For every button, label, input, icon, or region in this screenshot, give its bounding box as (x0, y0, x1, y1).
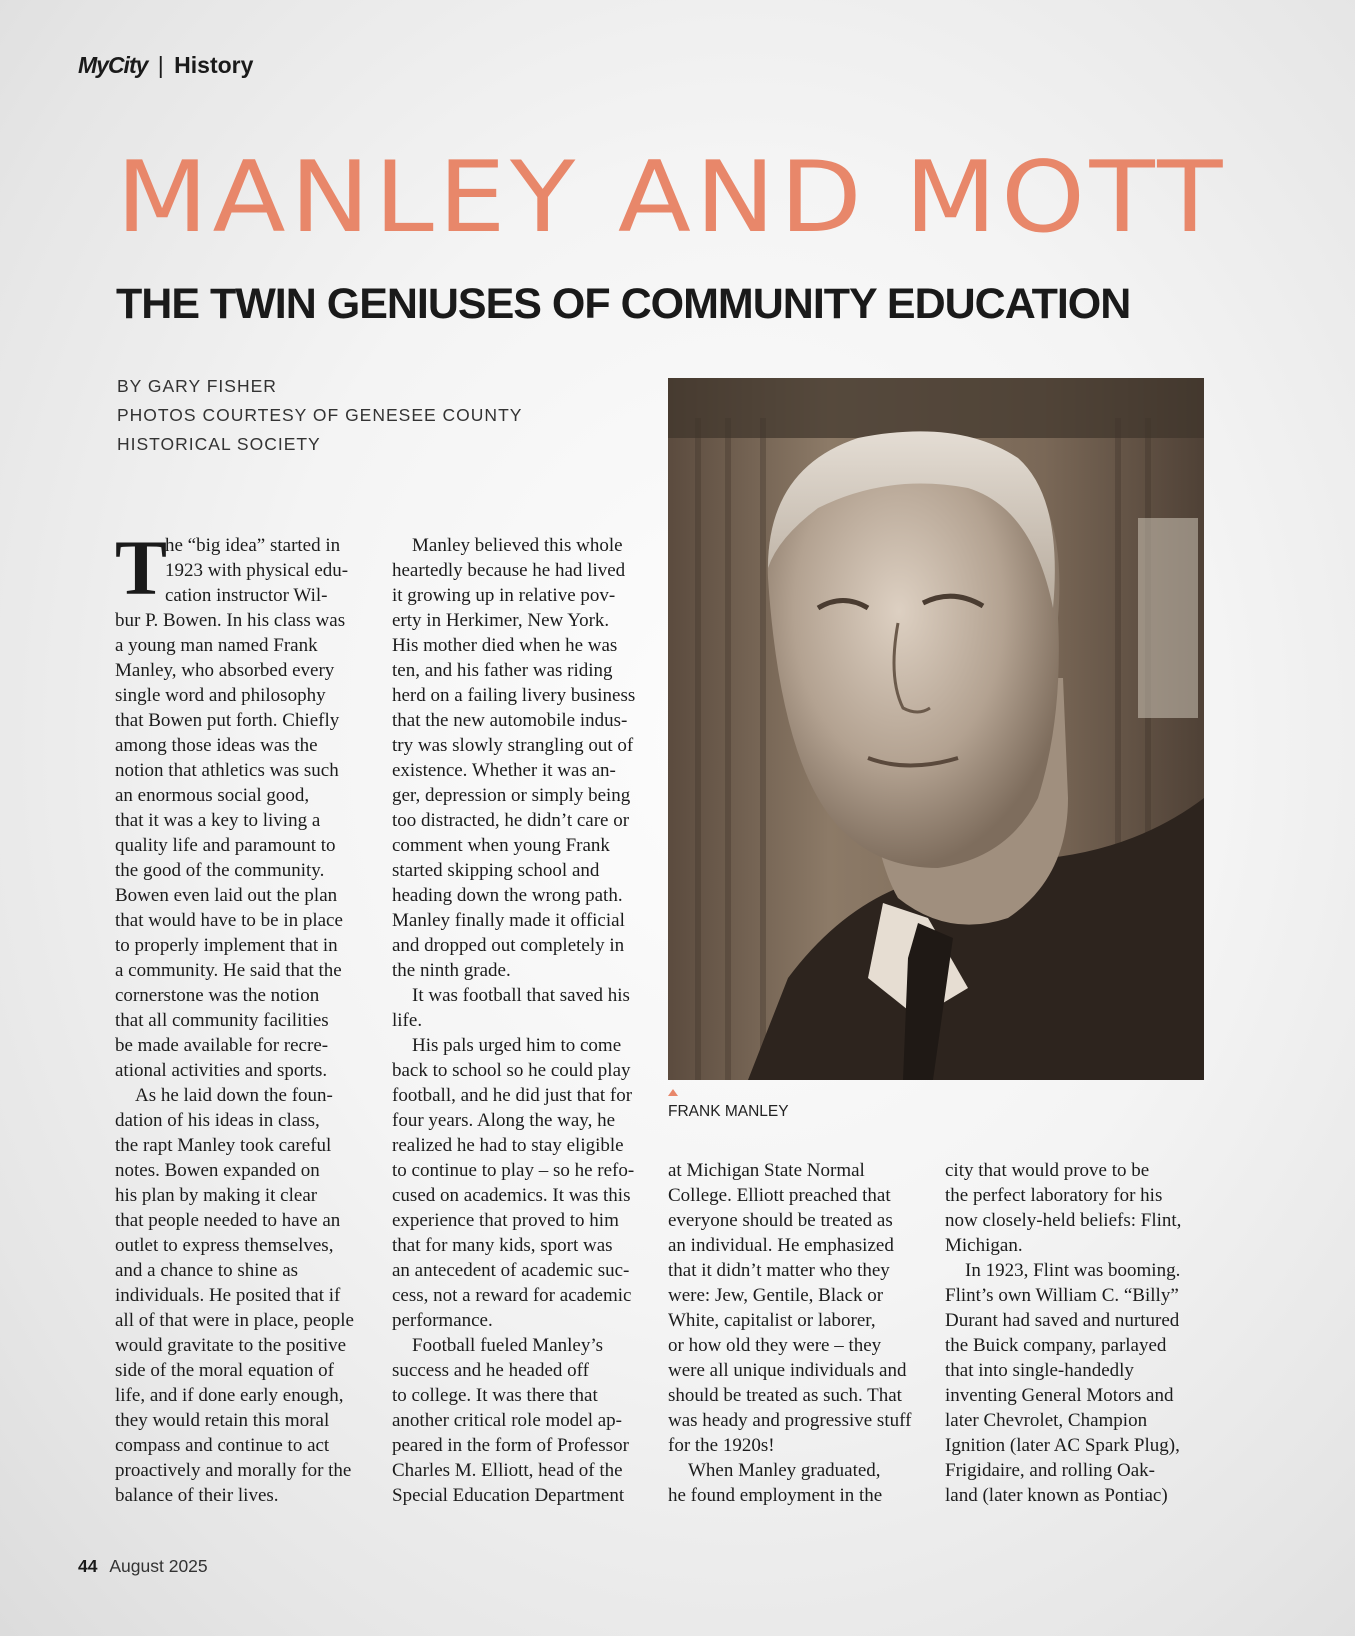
text-line: notion that athletics was such (115, 760, 339, 781)
caption-arrow-icon (668, 1089, 678, 1096)
text-line: quality life and paramount to (115, 835, 336, 856)
text-line: four years. Along the way, he (392, 1110, 616, 1131)
text-line: side of the moral equation of (115, 1360, 334, 1381)
text-line: cation instructor Wil- (165, 585, 328, 606)
text-line: life. (392, 1010, 423, 1031)
text-line: would gravitate to the positive (115, 1335, 347, 1356)
text-line: that for many kids, sport was (392, 1235, 613, 1256)
text-line: football, and he did just that for (392, 1085, 633, 1106)
text-line: experience that proved to him (392, 1210, 619, 1231)
frank-manley-photo (668, 378, 1204, 1080)
text-line: ger, depression or simply being (392, 785, 631, 806)
text-line: at Michigan State Normal (668, 1160, 865, 1181)
text-line: that all community facilities (115, 1010, 329, 1031)
text-line: His pals urged him to come (412, 1035, 622, 1056)
text-line: White, capitalist or laborer, (668, 1310, 876, 1331)
photo-caption: FRANK MANLEY (668, 1103, 789, 1120)
text-line: peared in the form of Professor (392, 1435, 629, 1456)
text-line: notes. Bowen expanded on (115, 1160, 320, 1181)
text-line: inventing General Motors and (945, 1385, 1174, 1406)
text-line: As he laid down the foun- (135, 1085, 333, 1106)
brand-logo: MyCity (78, 52, 148, 78)
article-column-1 (115, 524, 373, 1508)
text-line: ational activities and sports. (115, 1060, 328, 1081)
page-number: 44 (78, 1556, 98, 1576)
text-line: It was football that saved his (412, 985, 630, 1006)
byline-credit-1: PHOTOS COURTESY OF GENESEE COUNTY (117, 405, 523, 425)
text-line: that it was a key to living a (115, 810, 321, 831)
text-line: they would retain this moral (115, 1410, 330, 1431)
text-line: the ninth grade. (392, 960, 511, 981)
text-line: the perfect laboratory for his (945, 1185, 1163, 1206)
text-line: later Chevrolet, Champion (945, 1410, 1148, 1431)
text-line: he found employment in the (668, 1485, 883, 1506)
text-line: Flint’s own William C. “Billy” (945, 1285, 1179, 1306)
text-line: too distracted, he didn’t care or (392, 810, 630, 831)
text-line: life, and if done early enough, (115, 1385, 344, 1406)
section-label: History (174, 52, 254, 78)
text-line: city that would prove to be (945, 1160, 1150, 1181)
header-separator: | (157, 52, 164, 78)
text-line: to properly implement that in (115, 935, 338, 956)
article-column-4 (945, 1158, 1207, 1508)
section-header (78, 52, 253, 79)
text-line: Football fueled Manley’s (412, 1335, 604, 1356)
text-line: heading down the wrong path. (392, 885, 623, 906)
text-line: were: Jew, Gentile, Black or (668, 1285, 884, 1306)
text-line: dation of his ideas in class, (115, 1110, 320, 1131)
text-line: cused on academics. It was this (392, 1185, 631, 1206)
text-line: performance. (392, 1310, 493, 1331)
portrait-illustration (668, 378, 1204, 1080)
text-line: should be treated as such. That (668, 1385, 902, 1406)
text-line: the Buick company, parlayed (945, 1335, 1167, 1356)
text-line: it growing up in relative pov- (392, 585, 616, 606)
text-line: outlet to express themselves, (115, 1235, 334, 1256)
text-line: success and he headed off (392, 1360, 589, 1381)
text-line: an individual. He emphasized (668, 1235, 894, 1256)
text-line: that Bowen put forth. Chiefly (115, 710, 340, 731)
text-line: Durant had saved and nurtured (945, 1310, 1180, 1331)
text-line: College. Elliott preached that (668, 1185, 891, 1206)
text-line: back to school so he could play (392, 1060, 631, 1081)
text-line: Manley, who absorbed every (115, 660, 335, 681)
text-line: now closely-held beliefs: Flint, (945, 1210, 1182, 1231)
text-line: cornerstone was the notion (115, 985, 320, 1006)
text-line: realized he had to stay eligible (392, 1135, 624, 1156)
text-line: a community. He said that the (115, 960, 342, 981)
text-line: comment when young Frank (392, 835, 610, 856)
text-line: that it didn’t matter who they (668, 1260, 890, 1281)
article-column-3 (668, 1158, 930, 1508)
text-line: In 1923, Flint was booming. (965, 1260, 1181, 1281)
text-line: Michigan. (945, 1235, 1023, 1256)
text-line: that people needed to have an (115, 1210, 341, 1231)
text-line: bur P. Bowen. In his class was (115, 610, 346, 631)
text-line: was heady and progressive stuff (668, 1410, 912, 1431)
text-line: existence. Whether it was an- (392, 760, 616, 781)
text-line: to college. It was there that (392, 1385, 598, 1406)
text-line: Charles M. Elliott, head of the (392, 1460, 623, 1481)
text-line: His mother died when he was (392, 635, 618, 656)
text-line: an antecedent of academic suc- (392, 1260, 630, 1281)
text-line: proactively and morally for the (115, 1460, 352, 1481)
text-line: Special Education Department (392, 1485, 625, 1506)
text-line: were all unique individuals and (668, 1360, 907, 1381)
text-line: herd on a failing livery business (392, 685, 636, 706)
text-line: another critical role model ap- (392, 1410, 623, 1431)
text-line: land (later known as Pontiac) (945, 1485, 1168, 1506)
text-line: a young man named Frank (115, 635, 318, 656)
text-line: Manley finally made it official (392, 910, 625, 931)
text-line: started skipping school and (392, 860, 600, 881)
text-line: Manley believed this whole (412, 535, 623, 556)
text-line: heartedly because he had lived (392, 560, 626, 581)
text-line: the rapt Manley took careful (115, 1135, 332, 1156)
text-line: erty in Herkimer, New York. (392, 610, 610, 631)
text-line: the good of the community. (115, 860, 325, 881)
text-line: he “big idea” started in (165, 535, 341, 556)
text-line: that into single-handedly (945, 1360, 1134, 1381)
text-line: all of that were in place, people (115, 1310, 354, 1331)
text-line: that would have to be in place (115, 910, 343, 931)
text-line: for the 1920s! (668, 1435, 775, 1456)
text-line: Ignition (later AC Spark Plug), (945, 1435, 1180, 1456)
text-line: be made available for recre- (115, 1035, 329, 1056)
text-line: compass and continue to act (115, 1435, 330, 1456)
text-line: single word and philosophy (115, 685, 326, 706)
text-line: ten, and his father was riding (392, 660, 613, 681)
article-subtitle: THE TWIN GENIUSES OF COMMUNITY EDUCATION (116, 280, 1131, 328)
text-line: to continue to play – so he refo- (392, 1160, 635, 1181)
drop-cap: T (115, 524, 168, 611)
text-line: his plan by making it clear (115, 1185, 318, 1206)
text-line: among those ideas was the (115, 735, 318, 756)
byline (117, 372, 597, 459)
page-footer (78, 1556, 208, 1577)
text-line: cess, not a reward for academic (392, 1285, 632, 1306)
byline-credit-2: HISTORICAL SOCIETY (117, 434, 321, 454)
text-line: or how old they were – they (668, 1335, 882, 1356)
text-line: and dropped out completely in (392, 935, 625, 956)
issue-date: August 2025 (109, 1556, 208, 1576)
article-title: MANLEY AND MOTT (116, 141, 1227, 255)
text-line: and a chance to shine as (115, 1260, 299, 1281)
text-line: Bowen even laid out the plan (115, 885, 338, 906)
text-line: everyone should be treated as (668, 1210, 893, 1231)
text-line: 1923 with physical edu- (165, 560, 349, 581)
text-line: individuals. He posited that if (115, 1285, 341, 1306)
byline-author: BY GARY FISHER (117, 376, 277, 396)
text-line: balance of their lives. (115, 1485, 279, 1506)
article-column-2 (392, 533, 654, 1508)
text-line: that the new automobile indus- (392, 710, 628, 731)
text-line: an enormous social good, (115, 785, 310, 806)
text-line: Frigidaire, and rolling Oak- (945, 1460, 1156, 1481)
text-line: try was slowly strangling out of (392, 735, 634, 756)
text-line: When Manley graduated, (688, 1460, 881, 1481)
